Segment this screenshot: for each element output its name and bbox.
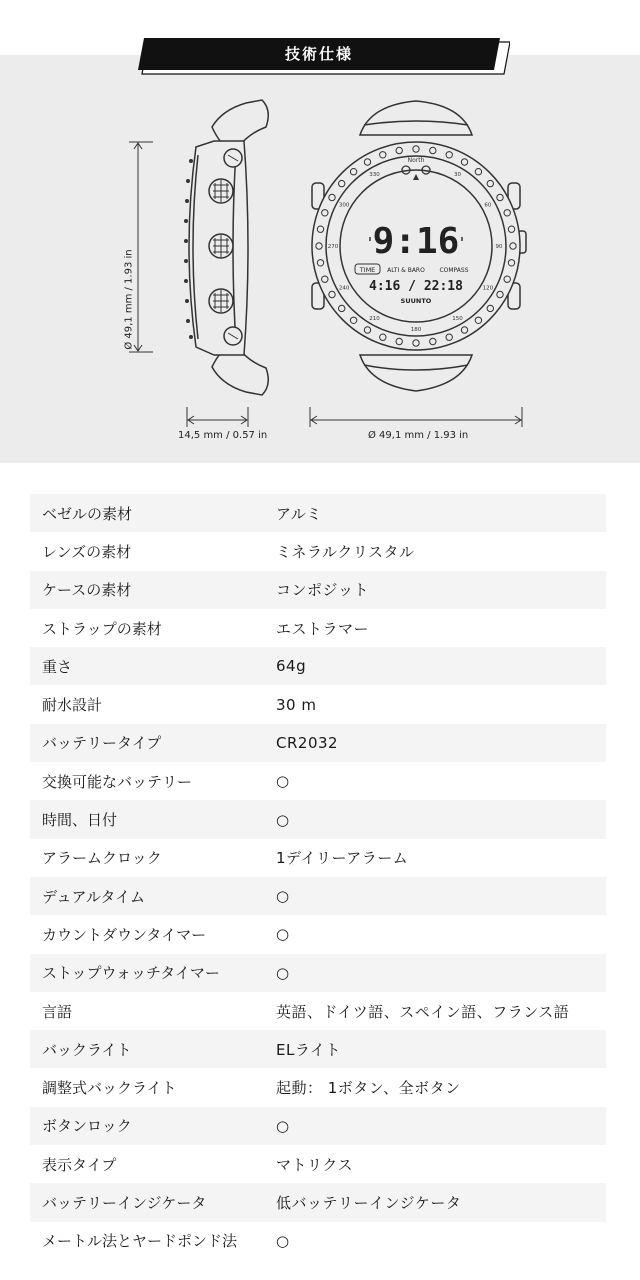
- bezel-dot: [364, 327, 370, 333]
- spec-label: ベゼルの素材: [42, 504, 133, 523]
- spec-row: [30, 1068, 606, 1106]
- bezel-dot: [329, 291, 335, 297]
- bezel-dot: [510, 243, 516, 249]
- bezel-dot: [508, 226, 514, 232]
- spec-row: [30, 839, 606, 877]
- bezel-dot: [396, 338, 402, 344]
- bezel-dot: [350, 317, 356, 323]
- bezel-number: 30: [454, 172, 461, 179]
- watch-date-time: 4:16 / 22:18: [369, 279, 463, 294]
- bezel-number: 300: [338, 202, 350, 209]
- bezel-dot: [317, 226, 323, 232]
- bezel-dot: [339, 180, 345, 186]
- spec-label: アラームクロック: [42, 849, 162, 868]
- spec-row: [30, 647, 606, 685]
- spec-value: ○: [276, 1116, 290, 1135]
- spec-label: デュアルタイム: [42, 887, 146, 906]
- bezel-number: 120: [482, 285, 494, 292]
- bezel-dot: [317, 260, 323, 266]
- spec-value: 起動： 1ボタン、全ボタン: [276, 1079, 461, 1098]
- spec-label: ケースの素材: [42, 581, 132, 600]
- spec-value: アルミ: [276, 504, 322, 523]
- bezel-dot: [504, 210, 510, 216]
- bezel-dot: [461, 327, 467, 333]
- bezel-number: 330: [369, 172, 380, 179]
- spec-label: 交換可能なバッテリー: [42, 772, 193, 791]
- watch-side-view: [189, 100, 268, 395]
- bezel-dot: [350, 169, 356, 175]
- spec-row: [30, 1107, 606, 1145]
- spec-value: 低バッテリーインジケータ: [276, 1193, 462, 1212]
- bezel-dot: [413, 146, 419, 152]
- spec-value: エストラマー: [276, 619, 370, 638]
- bezel-dot: [329, 194, 335, 200]
- side-height-label: Ø 49,1 mm / 1.93 in: [123, 249, 135, 350]
- spec-value: 30 m: [276, 695, 317, 714]
- spec-row: [30, 532, 606, 570]
- watch-time: 9:16: [372, 221, 460, 262]
- front-width-label: Ø 49,1 mm / 1.93 in: [368, 430, 469, 441]
- spec-value: ミネラルクリスタル: [276, 542, 415, 561]
- spec-row: [30, 954, 606, 992]
- bezel-dot: [487, 180, 493, 186]
- bezel-dot: [380, 152, 386, 158]
- spec-table: [30, 494, 606, 1260]
- bezel-dot: [508, 260, 514, 266]
- spec-row: [30, 1145, 606, 1183]
- watch-dimension-diagram: [0, 55, 640, 463]
- spec-label: 調整式バックライト: [42, 1079, 177, 1098]
- bezel-number: 210: [369, 315, 380, 322]
- spec-label: 重さ: [42, 657, 73, 676]
- bezel-number: 240: [338, 285, 350, 292]
- bezel-dot: [339, 305, 345, 311]
- spec-row: [30, 1030, 606, 1068]
- spec-label: 表示タイプ: [42, 1155, 117, 1174]
- spec-label: 耐水設計: [42, 696, 103, 715]
- spec-value: ○: [276, 1231, 290, 1250]
- bezel-dot: [380, 334, 386, 340]
- bezel-dot: [497, 194, 503, 200]
- bezel-dot: [322, 276, 328, 282]
- spec-row: [30, 800, 606, 838]
- spec-value: ELライト: [276, 1040, 341, 1059]
- north-label: North: [407, 157, 425, 164]
- spec-value: 64g: [276, 657, 307, 676]
- spec-row: [30, 609, 606, 647]
- spec-row: [30, 762, 606, 800]
- spec-row: [30, 724, 606, 762]
- spec-label: 時間、日付: [42, 811, 118, 830]
- spec-value: ○: [276, 772, 290, 791]
- spec-label: バックライト: [42, 1040, 132, 1059]
- spec-value: ○: [276, 887, 290, 906]
- bezel-dot: [446, 334, 452, 340]
- brand-label: SUUNTO: [400, 297, 432, 305]
- bezel-number: 270: [327, 244, 339, 250]
- bezel-dot: [430, 338, 436, 344]
- spec-row: [30, 571, 606, 609]
- side-width-label: 14,5 mm / 0.57 in: [178, 430, 268, 441]
- spec-label: メートル法とヤードポンド法: [42, 1232, 238, 1251]
- bezel-dot: [475, 317, 481, 323]
- bezel-dot: [497, 291, 503, 297]
- mode-badge: TIME: [359, 266, 376, 274]
- bezel-dot: [396, 147, 402, 153]
- bezel-dot: [322, 210, 328, 216]
- spec-row: [30, 992, 606, 1030]
- spec-value: ○: [276, 963, 290, 982]
- bezel-dot: [504, 276, 510, 282]
- spec-value: ○: [276, 810, 290, 829]
- spec-row: [30, 494, 606, 532]
- spec-label: ボタンロック: [42, 1117, 132, 1136]
- bezel-dot: [316, 243, 322, 249]
- section-title: 技術仕様: [284, 45, 353, 63]
- bezel-number: 60: [484, 202, 492, 209]
- spec-label: ストップウォッチタイマー: [42, 964, 220, 983]
- spec-label: ストラップの素材: [42, 619, 162, 638]
- spec-row: [30, 1183, 606, 1221]
- spec-label: 言語: [42, 1002, 73, 1021]
- spec-value: CR2032: [276, 733, 339, 752]
- spec-row: [30, 915, 606, 953]
- bezel-dot: [430, 147, 436, 153]
- bezel-dot: [364, 159, 370, 165]
- spec-label: バッテリーインジケータ: [42, 1193, 207, 1212]
- spec-row: [30, 877, 606, 915]
- spec-row: [30, 685, 606, 723]
- spec-value: コンポジット: [276, 581, 370, 600]
- spec-value: マトリクス: [276, 1155, 354, 1174]
- bezel-dot: [446, 152, 452, 158]
- bezel-dot: [461, 159, 467, 165]
- bezel-number: 180: [410, 327, 422, 333]
- section-banner: [138, 38, 500, 72]
- spec-row: [30, 1222, 606, 1260]
- spec-label: カウントダウンタイマー: [42, 925, 207, 944]
- bezel-number: 90: [495, 244, 503, 250]
- bezel-dot: [413, 340, 419, 346]
- diagram-area: [0, 55, 640, 463]
- bezel-dot: [475, 169, 481, 175]
- spec-label: レンズの素材: [42, 542, 132, 561]
- mode-left-label: ALTI & BARO: [387, 267, 425, 274]
- bezel-dot: [487, 305, 493, 311]
- spec-label: バッテリータイプ: [42, 734, 162, 753]
- mode-right-label: COMPASS: [439, 267, 469, 274]
- spec-value: 1デイリーアラーム: [276, 849, 409, 868]
- spec-value: ○: [276, 925, 290, 944]
- bezel-number: 150: [452, 315, 463, 322]
- spec-value: 英語、ドイツ語、スペイン語、フランス語: [276, 1002, 570, 1021]
